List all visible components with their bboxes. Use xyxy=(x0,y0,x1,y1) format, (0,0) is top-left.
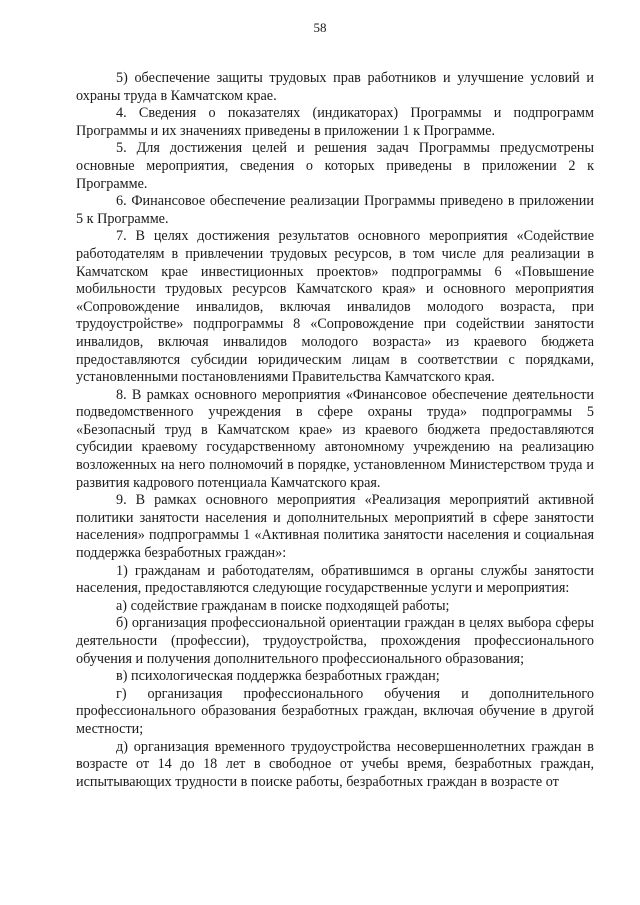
page-number: 58 xyxy=(313,20,327,35)
paragraph: 9. В рамках основного мероприятия «Реализация мероприятий активной политики занятости населения и дополнительных мероприятий в сфере занятости населения» подпрограммы 1 «Активная политика занятости населения и социальная поддержка безработных граждан»: xyxy=(76,492,594,562)
paragraph: б) организация профессиональной ориентации граждан в целях выбора сферы деятельности (профессии), трудоустройства, прохождения профессионального обучения и получения дополнительного профессионального образования; xyxy=(76,615,594,667)
paragraph: в) психологическая поддержка безработных граждан; xyxy=(116,668,440,685)
paragraph: 6. Финансовое обеспечение реализации Программы приведено в приложении 5 к Программе. xyxy=(76,193,594,227)
paragraph: г) организация профессионального обучения и дополнительного профессионального образования безработных граждан, включая обучение в другой местности; xyxy=(76,685,594,737)
paragraph: 5) обеспечение защиты трудовых прав работников и улучшение условий и охраны труда в Камчатском крае. xyxy=(76,70,594,104)
paragraph: 4. Сведения о показателях (индикаторах) Программы и подпрограмм Программы и их значениях приведены в приложении 1 к Программе. xyxy=(76,105,594,139)
document-body xyxy=(76,70,594,791)
paragraph: д) организация временного трудоустройства несовершеннолетних граждан в возрасте от 14 до 18 лет в свободное от учебы время, безработных граждан, испытывающих трудности в поиске работы, безработных граждан в возрасте от xyxy=(76,738,594,790)
paragraph: 1) гражданам и работодателям, обратившимся в органы службы занятости населения, предоставляются следующие государственные услуги и мероприятия: xyxy=(76,562,594,597)
paragraph: 5. Для достижения целей и решения задач Программы предусмотрены основные мероприятия, сведения о которых приведены в приложении 2 к Программе. xyxy=(76,140,594,192)
paragraph: а) содействие гражданам в поиске подходящей работы; xyxy=(116,597,450,614)
paragraph: 7. В целях достижения результатов основного мероприятия «Содействие работодателям в привлечении трудовых ресурсов, в том числе для реализации в Камчатском крае инвестиционных проектов» подпрограммы 6 «Повышение мобильности трудовых ресурсов Камчатского края» и основного мероприятия «Сопровождение инвалидов, включая инвалидов молодого возраста, при трудоустройстве» подпрограммы 8 «Сопровождение при содействии занятости инвалидов, включая инвалидов молодого возраста» из краевого бюджета предоставляются субсидии юридическим лицам в соответствии с порядками, установленными постановлениями Правительства Камчатского края. xyxy=(76,228,594,386)
paragraph: 8. В рамках основного мероприятия «Финансовое обеспечение деятельности подведомственного учреждения в сфере охраны труда» подпрограммы 5 «Безопасный труд в Камчатском крае» из краевого бюджета предоставляются субсидии краевому государственному автономному учреждению на реализацию возложенных на него полномочий в порядке, установленном Министерством труда и развития кадрового потенциала Камчатского края. xyxy=(76,386,594,491)
